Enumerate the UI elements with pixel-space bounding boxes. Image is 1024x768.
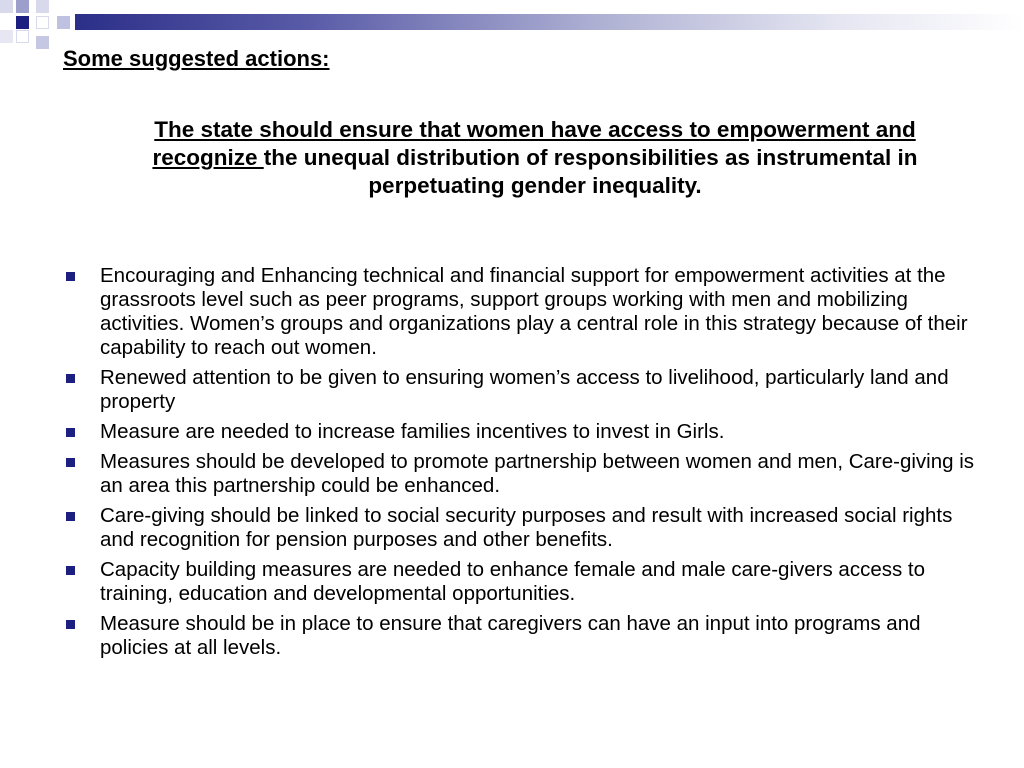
slide-heading: Some suggested actions:	[63, 46, 330, 71]
square-bullet-icon	[66, 620, 75, 629]
decor-square-icon	[16, 30, 29, 43]
list-item	[62, 264, 982, 360]
list-item	[62, 420, 982, 444]
list-item-text: Measure are needed to increase families incentives to invest in Girls.	[100, 420, 725, 443]
list-item	[62, 366, 982, 414]
header-gradient-bar	[75, 14, 1024, 30]
decor-square-icon	[0, 30, 13, 43]
decor-square-icon	[16, 16, 29, 29]
decor-square-icon	[36, 36, 49, 49]
statement-underlined-part: The state should ensure that women have access to empowerment and recognize	[152, 117, 916, 170]
decor-square-icon	[16, 0, 29, 13]
list-item-text: Care-giving should be linked to social security purposes and result with increased social rights and recognition for pension purposes and other benefits.	[100, 504, 953, 551]
square-bullet-icon	[66, 374, 75, 383]
list-item	[62, 558, 982, 606]
key-statement	[140, 116, 930, 200]
action-list	[62, 264, 982, 666]
list-item	[62, 612, 982, 660]
slide-header-decoration	[0, 0, 1024, 50]
square-bullet-icon	[66, 566, 75, 575]
decor-square-icon	[57, 16, 70, 29]
list-item-text: Encouraging and Enhancing technical and financial support for empowerment activities at the grassroots level such as peer programs, support groups working with men and mobilizing activities. Women’s groups and organizations play a central role in this strategy because of their capability to reach out women.	[100, 264, 968, 359]
decor-square-icon	[0, 0, 13, 13]
list-item-text: Measures should be developed to promote partnership between women and men, Care-giving is an area this partnership could be enhanced.	[100, 450, 975, 497]
decor-square-icon	[36, 16, 49, 29]
list-item	[62, 504, 982, 552]
statement-rest: the unequal distribution of responsibilities as instrumental in perpetuating gender inequality.	[263, 145, 918, 198]
list-item	[62, 450, 982, 498]
square-bullet-icon	[66, 428, 75, 437]
decor-square-icon	[36, 0, 49, 13]
square-bullet-icon	[66, 272, 75, 281]
list-item-text: Renewed attention to be given to ensuring women’s access to livelihood, particularly land and property	[100, 366, 949, 413]
square-bullet-icon	[66, 512, 75, 521]
list-item-text: Measure should be in place to ensure that caregivers can have an input into programs and policies at all levels.	[100, 612, 921, 659]
square-bullet-icon	[66, 458, 75, 467]
list-item-text: Capacity building measures are needed to enhance female and male care-givers access to training, education and developmental opportunities.	[100, 558, 926, 605]
